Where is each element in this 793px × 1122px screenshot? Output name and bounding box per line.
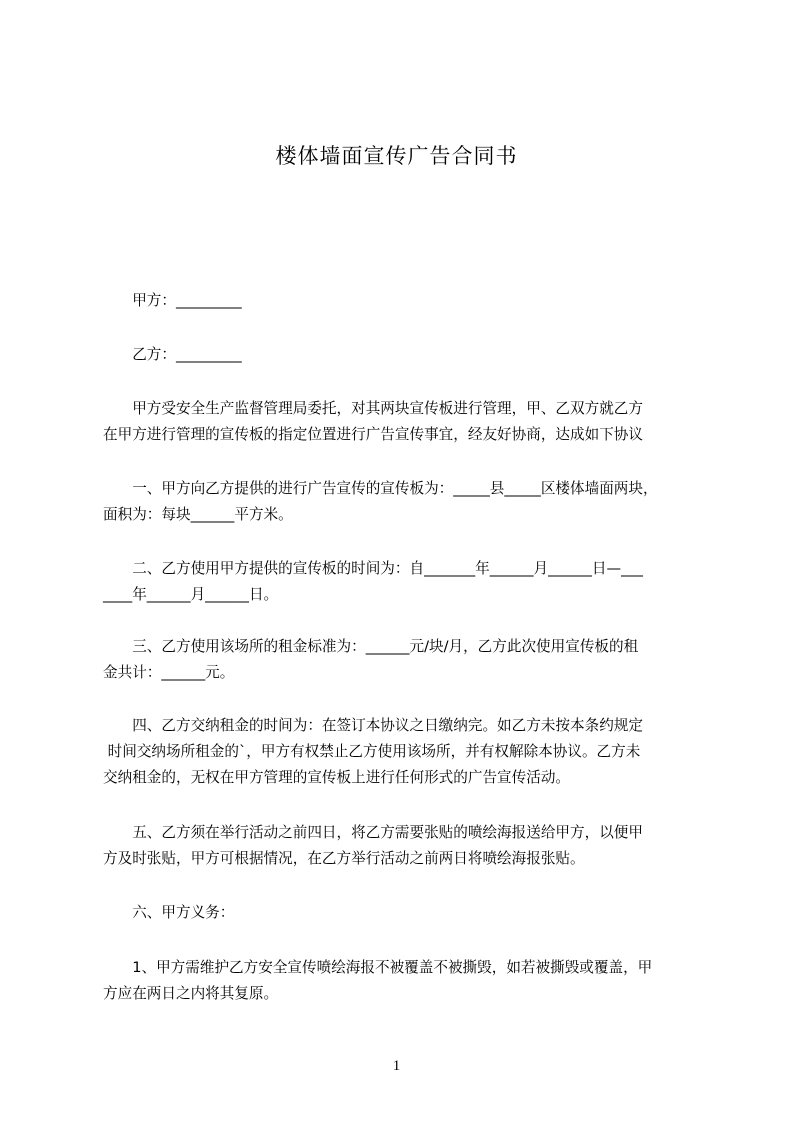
party-a-text: 甲方：_________ bbox=[132, 292, 242, 309]
clause-4-line-3: 交纳租金的，无权在甲方管理的宣传板上进行任何形式的广告宣传活动。 bbox=[103, 769, 571, 786]
clause-2-paragraph bbox=[103, 556, 713, 608]
clause-1-line-2: 面积为：每块______平方米。 bbox=[103, 506, 293, 523]
clause-6-heading bbox=[103, 900, 713, 926]
document-title: 楼体墙面宣传广告合同书 bbox=[275, 144, 518, 168]
intro-line-1: 甲方受安全生产监督管理局委托，对其两块宣传板进行管理，甲、乙双方就乙方 bbox=[132, 400, 643, 417]
party-b-text: 乙方：_________ bbox=[132, 346, 242, 363]
clause-6-item-1-paragraph bbox=[103, 955, 713, 1007]
clause-5-paragraph bbox=[103, 820, 713, 872]
intro-line-2: 在甲方进行管理的宣传板的指定位置进行广告宣传事宜，经友好协商，达成如下协议 bbox=[103, 426, 643, 443]
clause-1-line-1: 一、甲方向乙方提供的进行广告宣传的宣传板为：_____县_____区楼体墙面两块， bbox=[132, 480, 658, 497]
page-number: 1 bbox=[392, 1058, 401, 1074]
clause-4-line-2: 时间交纳场所租金的`，甲方有权禁止乙方使用该场所，并有权解除本协议。乙方未 bbox=[103, 743, 641, 760]
clause-3-paragraph bbox=[103, 634, 713, 686]
clause-6-item-1-line-2: 方应在两日之内将其复原。 bbox=[103, 985, 279, 1002]
clause-3-line-1: 三、乙方使用该场所的租金标准为：______元/块/月，乙方此次使用宣传板的租 bbox=[132, 638, 639, 655]
clause-2-line-1: 二、乙方使用甲方提供的宣传板的时间为：自_______年______月______日—___ bbox=[132, 560, 643, 577]
intro-paragraph bbox=[103, 396, 713, 448]
clause-6-heading-text: 六、甲方义务： bbox=[132, 904, 235, 921]
clause-4-paragraph bbox=[103, 713, 713, 791]
clause-5-line-1: 五、乙方须在举行活动之前四日，将乙方需要张贴的喷绘海报送给甲方，以便甲 bbox=[132, 824, 643, 841]
clause-5-line-2: 方及时张贴，甲方可根据情况，在乙方举行活动之前两日将喷绘海报张贴。 bbox=[103, 850, 585, 867]
clause-1-paragraph bbox=[103, 476, 713, 528]
party-a-field bbox=[103, 288, 713, 314]
clause-6-item-1-line-1: 1、甲方需维护乙方安全宣传喷绘海报不被覆盖不被撕毁，如若被撕毁或覆盖，甲 bbox=[132, 959, 653, 976]
party-b-field bbox=[103, 342, 713, 368]
clause-2-line-2: ____年______月______日。 bbox=[103, 586, 279, 603]
clause-4-line-1: 四、乙方交纳租金的时间为：在签订本协议之日缴纳完。如乙方未按本条约规定 bbox=[132, 717, 643, 734]
clause-3-line-2: 金共计：______元。 bbox=[103, 664, 235, 681]
